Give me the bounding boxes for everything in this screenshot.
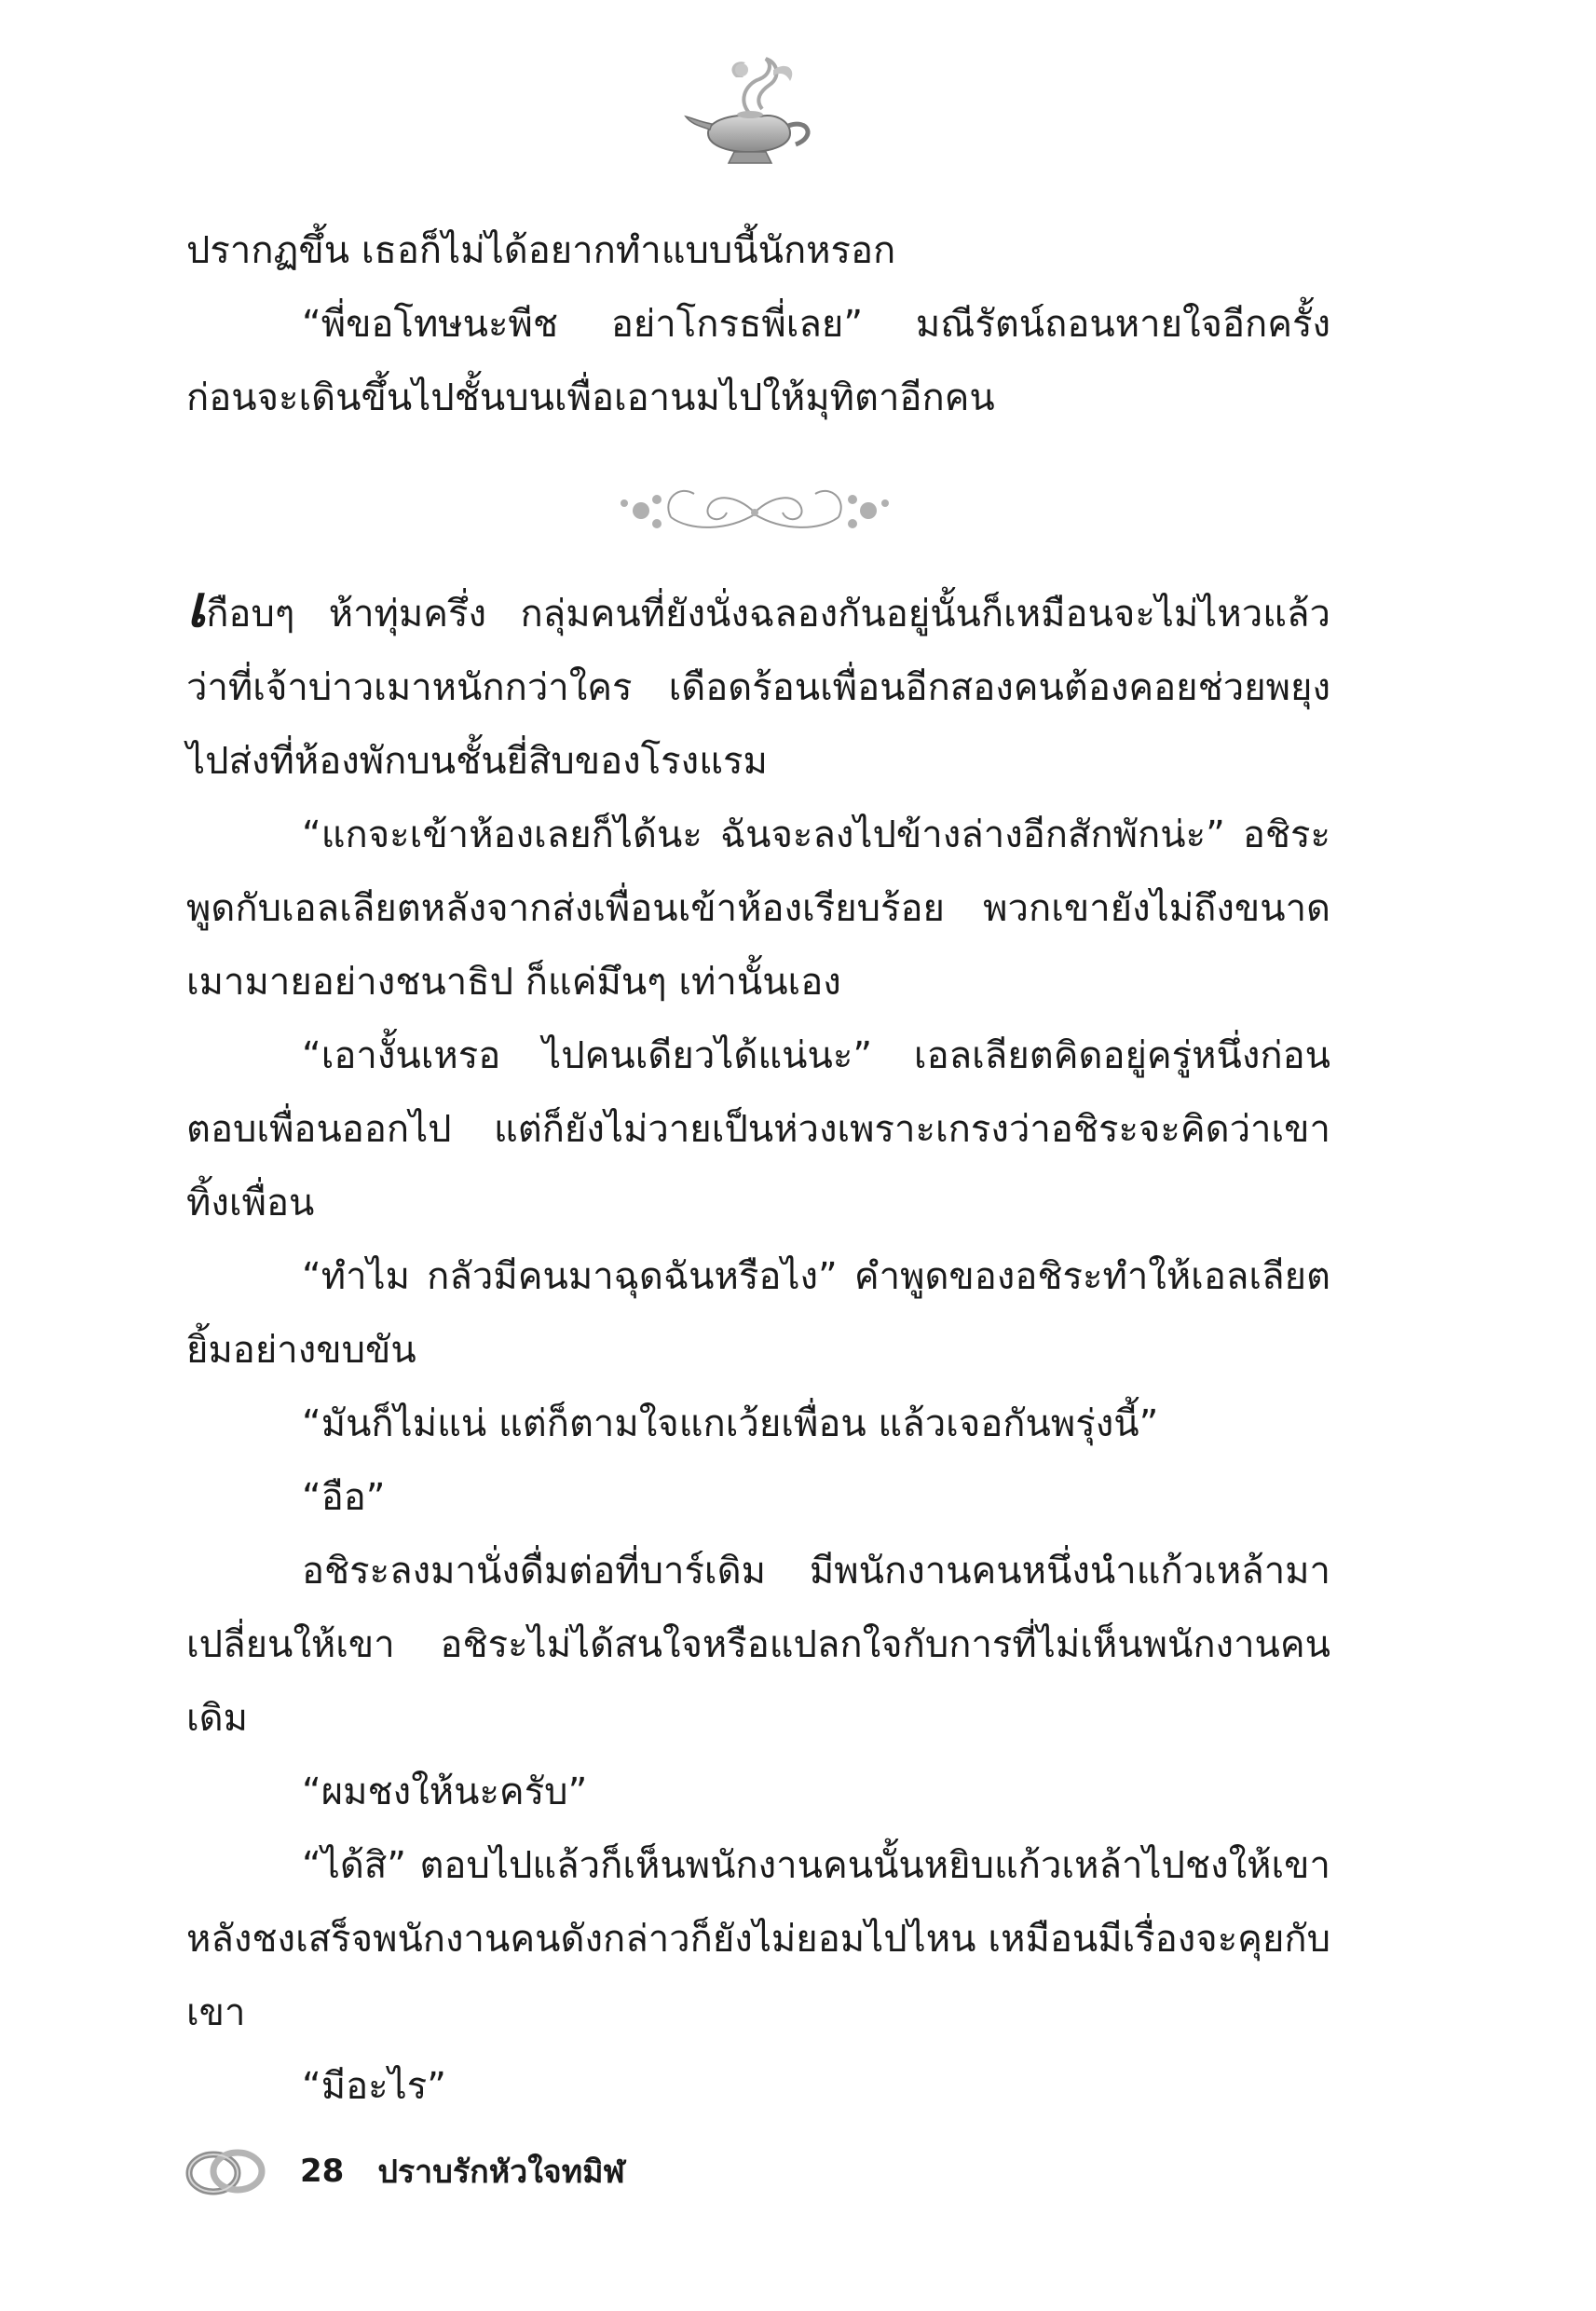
paragraph: “มันก็ไม่แน่ แต่ก็ตามใจแกเว้ยเพื่อน แล้วเจอกันพรุ่งนี้” xyxy=(302,1402,1159,1445)
text-section-1 xyxy=(186,214,1330,435)
paragraph: “ได้สิ” ตอบไปแล้วก็เห็นพนักงานคนนั้นหยิบแก้วเหล้าไปชงให้เขาหลังชงเสร็จพนักงานคนดังกล่าวก็ยังไม่ยอมไปไหน เหมือนมีเรื่องจะคุยกับเขา xyxy=(186,1844,1330,2034)
paragraph: “ทำไม กลัวมีคนมาฉุดฉันหรือไง” คำพูดของอชิระทำให้เอลเลียตยิ้มอย่างขบขัน xyxy=(186,1255,1330,1372)
page-footer xyxy=(182,2139,625,2204)
paragraph: “อือ” xyxy=(302,1476,386,1519)
genie-lamp-icon xyxy=(680,51,829,172)
paragraph-with-dropcap xyxy=(186,572,1330,799)
book-title: ปราบรักหัวใจทมิฬ xyxy=(377,2154,625,2191)
page-number: 28 xyxy=(300,2153,345,2190)
paragraph-text: กือบๆ ห้าทุ่มครึ่ง กลุ่มคนที่ยังนั่งฉลองกันอยู่นั้นก็เหมือนจะไม่ไหวแล้ว ว่าที่เจ้าบ่าวเมาหนักกว่าใคร เดือดร้อนเพื่อนอีกสองคนต้องคอยช่วยพยุงไปส่งที่ห้องพักบนชั้นยี่สิบของโรงแรม xyxy=(186,593,1330,783)
wedding-rings-icon xyxy=(182,2143,270,2199)
paragraph: “มีอะไร” xyxy=(302,2065,446,2108)
paragraph: “ผมชงให้นะครับ” xyxy=(302,1771,588,1813)
paragraph: อชิระลงมานั่งดื่มต่อที่บาร์เดิม มีพนักงานคนหนึ่งนำแก้วเหล้ามาเปลี่ยนให้เขา อชิระไม่ได้สนใจหรือแปลกใจกับการที่ไม่เห็นพนักงานคนเดิม xyxy=(186,1550,1330,1740)
paragraph: ปรากฏขึ้น เธอก็ไม่ได้อยากทำแบบนี้นักหรอก xyxy=(186,229,896,272)
text-section-2 xyxy=(186,572,1330,2124)
paragraph: “พี่ขอโทษนะพีช อย่าโกรธพี่เลย” มณีรัตน์ถอนหายใจอีกครั้ง ก่อนจะเดินขึ้นไปชั้นบนเพื่อเอานมไปให้มุทิตาอีกคน xyxy=(186,303,1330,419)
paragraph: “แกจะเข้าห้องเลยก็ได้นะ ฉันจะลงไปข้างล่างอีกสักพักน่ะ” อชิระพูดกับเอลเลียตหลังจากส่งเพื่อนเข้าห้องเรียบร้อย พวกเขายังไม่ถึงขนาดเมามายอย่างชนาธิป ก็แค่มึนๆ เท่านั้นเอง xyxy=(186,814,1330,1004)
floral-scroll-divider-icon xyxy=(615,466,894,550)
drop-cap: เ xyxy=(186,572,207,640)
paragraph: “เอางั้นเหรอ ไปคนเดียวได้แน่นะ” เอลเลียตคิดอยู่ครู่หนึ่งก่อนตอบเพื่อนออกไป แต่ก็ยังไม่วายเป็นห่วงเพราะเกรงว่าอชิระจะคิดว่าเขาทิ้งเพื่อน xyxy=(186,1034,1330,1224)
